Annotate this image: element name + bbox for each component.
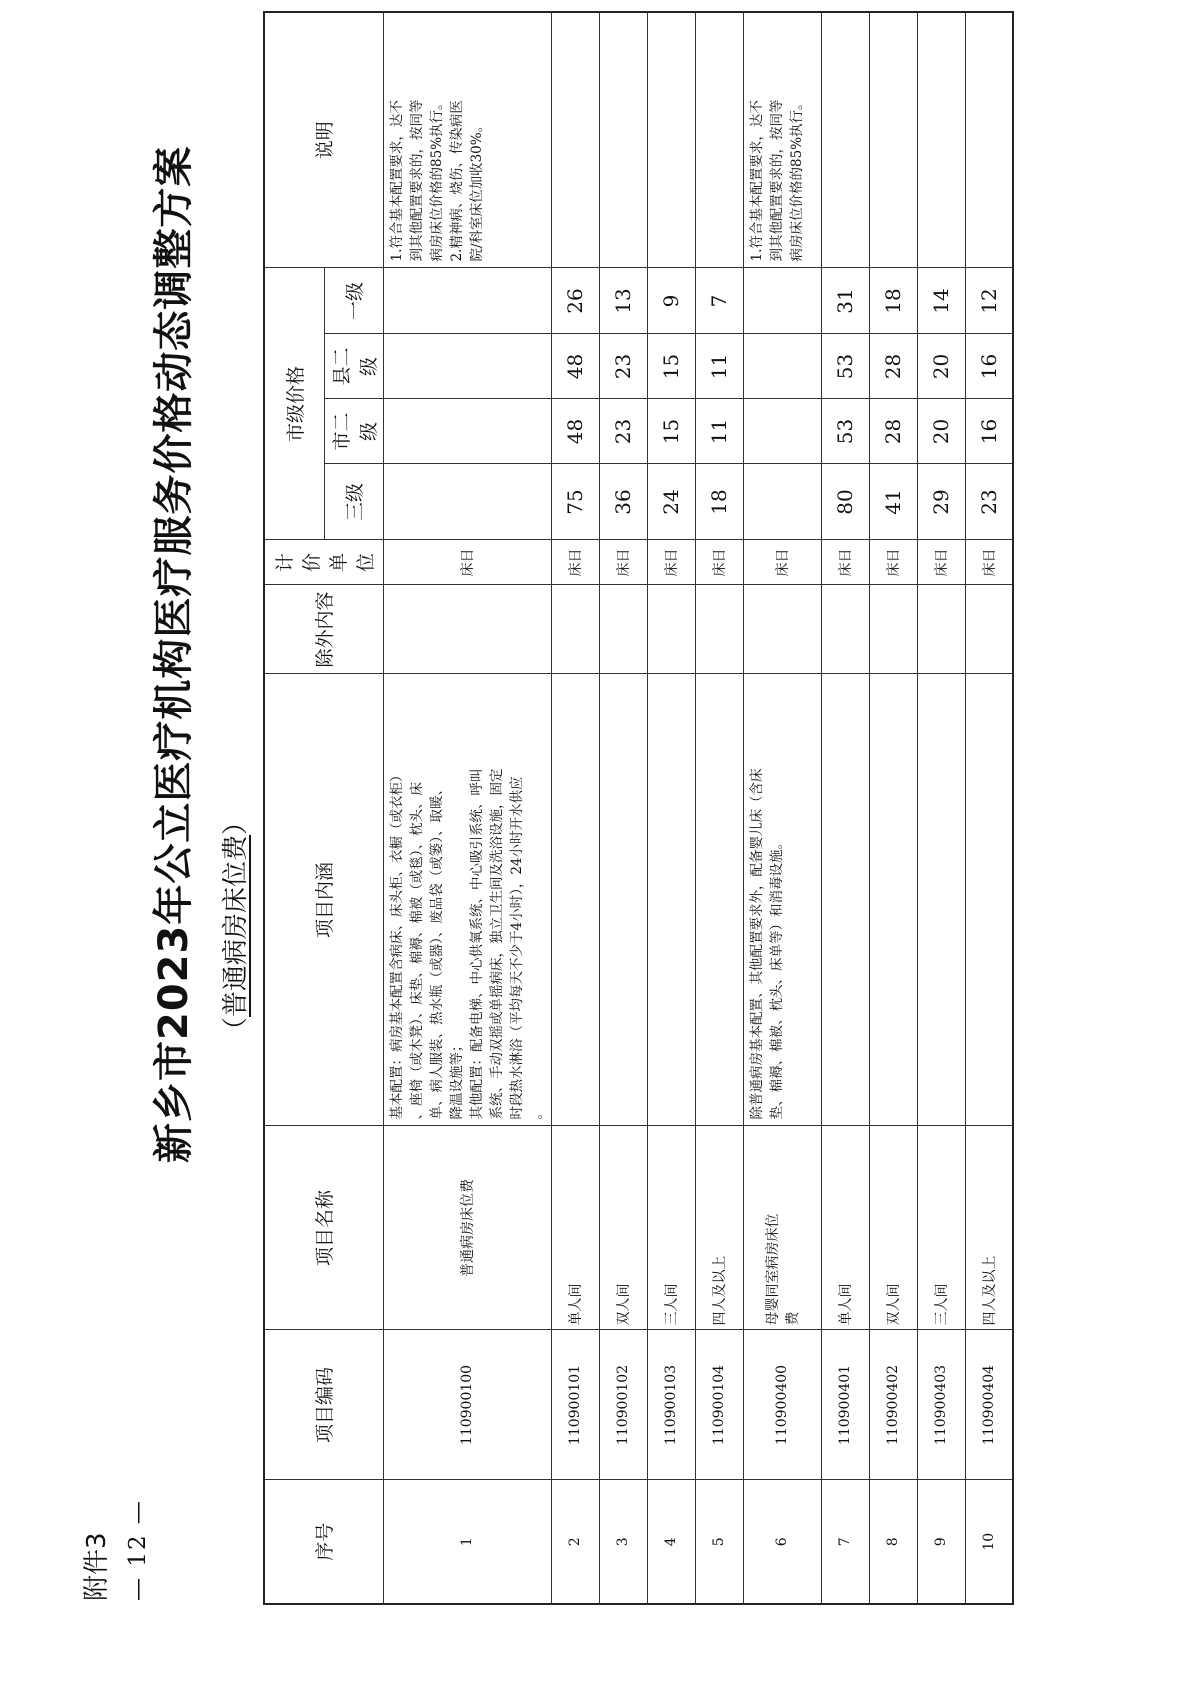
- col-header-exclusions: 除外内容: [264, 585, 383, 674]
- note-line: 1.符合基本配置要求，达不: [748, 100, 765, 262]
- cell-note: [821, 12, 869, 268]
- note-line: 2.精神病、烧伤、传染病医: [448, 100, 465, 262]
- cell-name: 单人间: [821, 1126, 869, 1330]
- cell-level3: [743, 464, 821, 540]
- cell-city-level2: [743, 399, 821, 464]
- cell-exclusions: [695, 585, 743, 674]
- cell-name: 三人间: [647, 1126, 695, 1330]
- cell-level1: 14: [917, 268, 965, 334]
- cell-level3: 18: [695, 464, 743, 540]
- cell-exclusions: [869, 585, 917, 674]
- cell-seq: 6: [743, 1480, 821, 1604]
- cell-county-level2: 11: [695, 334, 743, 399]
- cell-name: 单人间: [551, 1126, 599, 1330]
- content-line: 垫、棉褥、棉被、枕头、床单等）和消毒设施。: [768, 836, 785, 1120]
- cell-level1: 26: [551, 268, 599, 334]
- cell-unit: 床日: [869, 540, 917, 585]
- cell-exclusions: [599, 585, 647, 674]
- cell-seq: 1: [383, 1480, 551, 1604]
- cell-unit: 床日: [647, 540, 695, 585]
- cell-seq: 2: [551, 1480, 599, 1604]
- cell-note: [917, 12, 965, 268]
- cell-content: [917, 674, 965, 1126]
- cell-content: [551, 674, 599, 1126]
- cell-level1: 7: [695, 268, 743, 334]
- cell-note: [551, 12, 599, 268]
- cell-county-level2: [383, 334, 551, 399]
- cell-exclusions: [743, 585, 821, 674]
- cell-unit: 床日: [695, 540, 743, 585]
- table-row: [647, 12, 695, 1604]
- page-number: — 12 —: [125, 1499, 151, 1601]
- content-line: 其他配置：配备电梯、中心供氧系统、中心吸引系统、呼叫: [468, 768, 485, 1120]
- table-row: [695, 12, 743, 1604]
- col-header-level3: 三级: [324, 464, 383, 540]
- cell-county-level2: [743, 334, 821, 399]
- cell-content: [821, 674, 869, 1126]
- note-line: 到其他配置要求的，按同等: [768, 99, 785, 262]
- cell-exclusions: [965, 585, 1013, 674]
- col-header-level1: 一级: [324, 268, 383, 334]
- cell-seq: 3: [599, 1480, 647, 1604]
- content-line: 。: [528, 1106, 545, 1120]
- subtitle-text: 普通病房床位费: [221, 834, 251, 1017]
- col-header-content: 项目内涵: [264, 674, 383, 1126]
- cell-county-level2: 20: [917, 334, 965, 399]
- note-line: 1.符合基本配置要求，达不: [388, 100, 405, 262]
- table-row: [869, 12, 917, 1604]
- cell-county-level2: 53: [821, 334, 869, 399]
- cell-content: [743, 674, 821, 1126]
- cell-content: [965, 674, 1013, 1126]
- cell-city-level2: 28: [869, 399, 917, 464]
- cell-content: [383, 674, 551, 1126]
- unit-header-line1: 计价: [273, 553, 323, 573]
- cell-level3: [383, 464, 551, 540]
- name-line: 母婴同室病房床位: [765, 1213, 781, 1326]
- col-header-note: 说明: [264, 12, 383, 268]
- cell-county-level2: 15: [647, 334, 695, 399]
- cell-content: [695, 674, 743, 1126]
- cell-code: 110900402: [869, 1330, 917, 1480]
- note-line: 病房床位价格的85%执行。: [788, 96, 805, 262]
- cell-unit: 床日: [383, 540, 551, 585]
- col-header-county-level2: 县二级: [324, 334, 383, 399]
- cell-level1: 12: [965, 268, 1013, 334]
- cell-city-level2: 48: [551, 399, 599, 464]
- content-line: 基本配置：病房基本配置含病床、床头柜、衣橱（或衣柜）: [388, 768, 405, 1120]
- cell-level3: 29: [917, 464, 965, 540]
- cell-level3: 36: [599, 464, 647, 540]
- cell-level3: 41: [869, 464, 917, 540]
- note-line: 院/科室床位加收30%。: [468, 118, 485, 262]
- cell-name: 双人间: [869, 1126, 917, 1330]
- note-line: 到其他配置要求的，按同等: [408, 99, 425, 262]
- cell-name: 双人间: [599, 1126, 647, 1330]
- cell-name: 四人及以上: [695, 1126, 743, 1330]
- cell-unit: 床日: [821, 540, 869, 585]
- cell-city-level2: 15: [647, 399, 695, 464]
- cell-seq: 5: [695, 1480, 743, 1604]
- cell-seq: 4: [647, 1480, 695, 1604]
- col-header-name: 项目名称: [264, 1126, 383, 1330]
- cell-level3: 23: [965, 464, 1013, 540]
- unit-header-line2: 单位: [327, 553, 377, 573]
- cell-note: [965, 12, 1013, 268]
- table-row: [599, 12, 647, 1604]
- cell-exclusions: [821, 585, 869, 674]
- cell-unit: 床日: [917, 540, 965, 585]
- cell-unit: 床日: [551, 540, 599, 585]
- cell-code: 110900102: [599, 1330, 647, 1480]
- cell-content: [869, 674, 917, 1126]
- price-table: [263, 11, 1014, 1605]
- table-row: [383, 12, 551, 1604]
- cell-code: 110900104: [695, 1330, 743, 1480]
- cell-code: 110900101: [551, 1330, 599, 1480]
- cell-city-level2: 23: [599, 399, 647, 464]
- cell-county-level2: 16: [965, 334, 1013, 399]
- table-row: [743, 12, 821, 1604]
- cell-note: [695, 12, 743, 268]
- cell-name: [743, 1126, 821, 1330]
- table-row: [917, 12, 965, 1604]
- cell-code: 110900403: [917, 1330, 965, 1480]
- content-line: 、座椅（或木凳）、床垫、棉褥、棉被（或毯）、枕头、床: [408, 782, 425, 1120]
- note-line: 病房床位价格的85%执行。: [428, 96, 445, 262]
- content-line: 除普通病房基本配置、其他配置要求外，配备婴儿床（含床: [748, 768, 765, 1120]
- cell-level1: [383, 268, 551, 334]
- cell-exclusions: [647, 585, 695, 674]
- cell-city-level2: 53: [821, 399, 869, 464]
- cell-code: 110900400: [743, 1330, 821, 1480]
- cell-level1: 13: [599, 268, 647, 334]
- cell-county-level2: 48: [551, 334, 599, 399]
- cell-name: 三人间: [917, 1126, 965, 1330]
- cell-name: 四人及以上: [965, 1126, 1013, 1330]
- col-header-unit: [264, 540, 383, 585]
- subtitle-open-paren: （: [221, 1016, 251, 1043]
- cell-level3: 75: [551, 464, 599, 540]
- page-title: 新乡市2023年公立医疗机构医疗服务价格动态调整方案: [151, 145, 197, 1163]
- content-line: 系统、手动双摇或单摇病床，独立卫生间及洗浴设施，固定: [488, 768, 505, 1120]
- cell-level1: 18: [869, 268, 917, 334]
- cell-note: [647, 12, 695, 268]
- cell-code: 110900401: [821, 1330, 869, 1480]
- cell-exclusions: [551, 585, 599, 674]
- cell-city-level2: 11: [695, 399, 743, 464]
- cell-county-level2: 28: [869, 334, 917, 399]
- subtitle-close-paren: ）: [221, 808, 251, 835]
- cell-seq: 9: [917, 1480, 965, 1604]
- table-row: [551, 12, 599, 1604]
- cell-seq: 7: [821, 1480, 869, 1604]
- cell-level1: 9: [647, 268, 695, 334]
- cell-content: [647, 674, 695, 1126]
- content-line: 时段热水淋浴（平均每天不少于4小时），24小时开水供应: [508, 776, 525, 1120]
- cell-note: [599, 12, 647, 268]
- cell-code: 110900404: [965, 1330, 1013, 1480]
- cell-name: 普通病房床位费: [383, 1126, 551, 1330]
- cell-note: [383, 12, 551, 268]
- page-subtitle: [215, 809, 252, 1043]
- cell-exclusions: [383, 585, 551, 674]
- cell-level1: 31: [821, 268, 869, 334]
- cell-code: 110900103: [647, 1330, 695, 1480]
- cell-level1: [743, 268, 821, 334]
- cell-city-level2: [383, 399, 551, 464]
- content-line: 单、病人服装、热水瓶（或器）、废品袋（或篓）、取暖、: [428, 782, 445, 1120]
- cell-city-level2: 16: [965, 399, 1013, 464]
- cell-county-level2: 23: [599, 334, 647, 399]
- cell-level3: 80: [821, 464, 869, 540]
- content-line: 降温设施等；: [448, 1038, 465, 1120]
- cell-level3: 24: [647, 464, 695, 540]
- table-row: [821, 12, 869, 1604]
- cell-content: [599, 674, 647, 1126]
- attachment-label: 附件3: [82, 1532, 112, 1601]
- cell-city-level2: 20: [917, 399, 965, 464]
- name-line: 费: [785, 1311, 801, 1326]
- cell-seq: 10: [965, 1480, 1013, 1604]
- cell-unit: 床日: [599, 540, 647, 585]
- col-header-code: 项目编码: [264, 1330, 383, 1480]
- cell-code: 110900100: [383, 1330, 551, 1480]
- cell-note: [869, 12, 917, 268]
- table-row: [965, 12, 1013, 1604]
- cell-exclusions: [917, 585, 965, 674]
- col-header-seq: 序号: [264, 1480, 383, 1604]
- cell-note: [743, 12, 821, 268]
- col-header-city-level2: 市二级: [324, 399, 383, 464]
- cell-unit: 床日: [965, 540, 1013, 585]
- cell-unit: 床日: [743, 540, 821, 585]
- header-row-1: [264, 12, 324, 1604]
- col-header-price-group: 市级价格: [264, 268, 324, 540]
- cell-seq: 8: [869, 1480, 917, 1604]
